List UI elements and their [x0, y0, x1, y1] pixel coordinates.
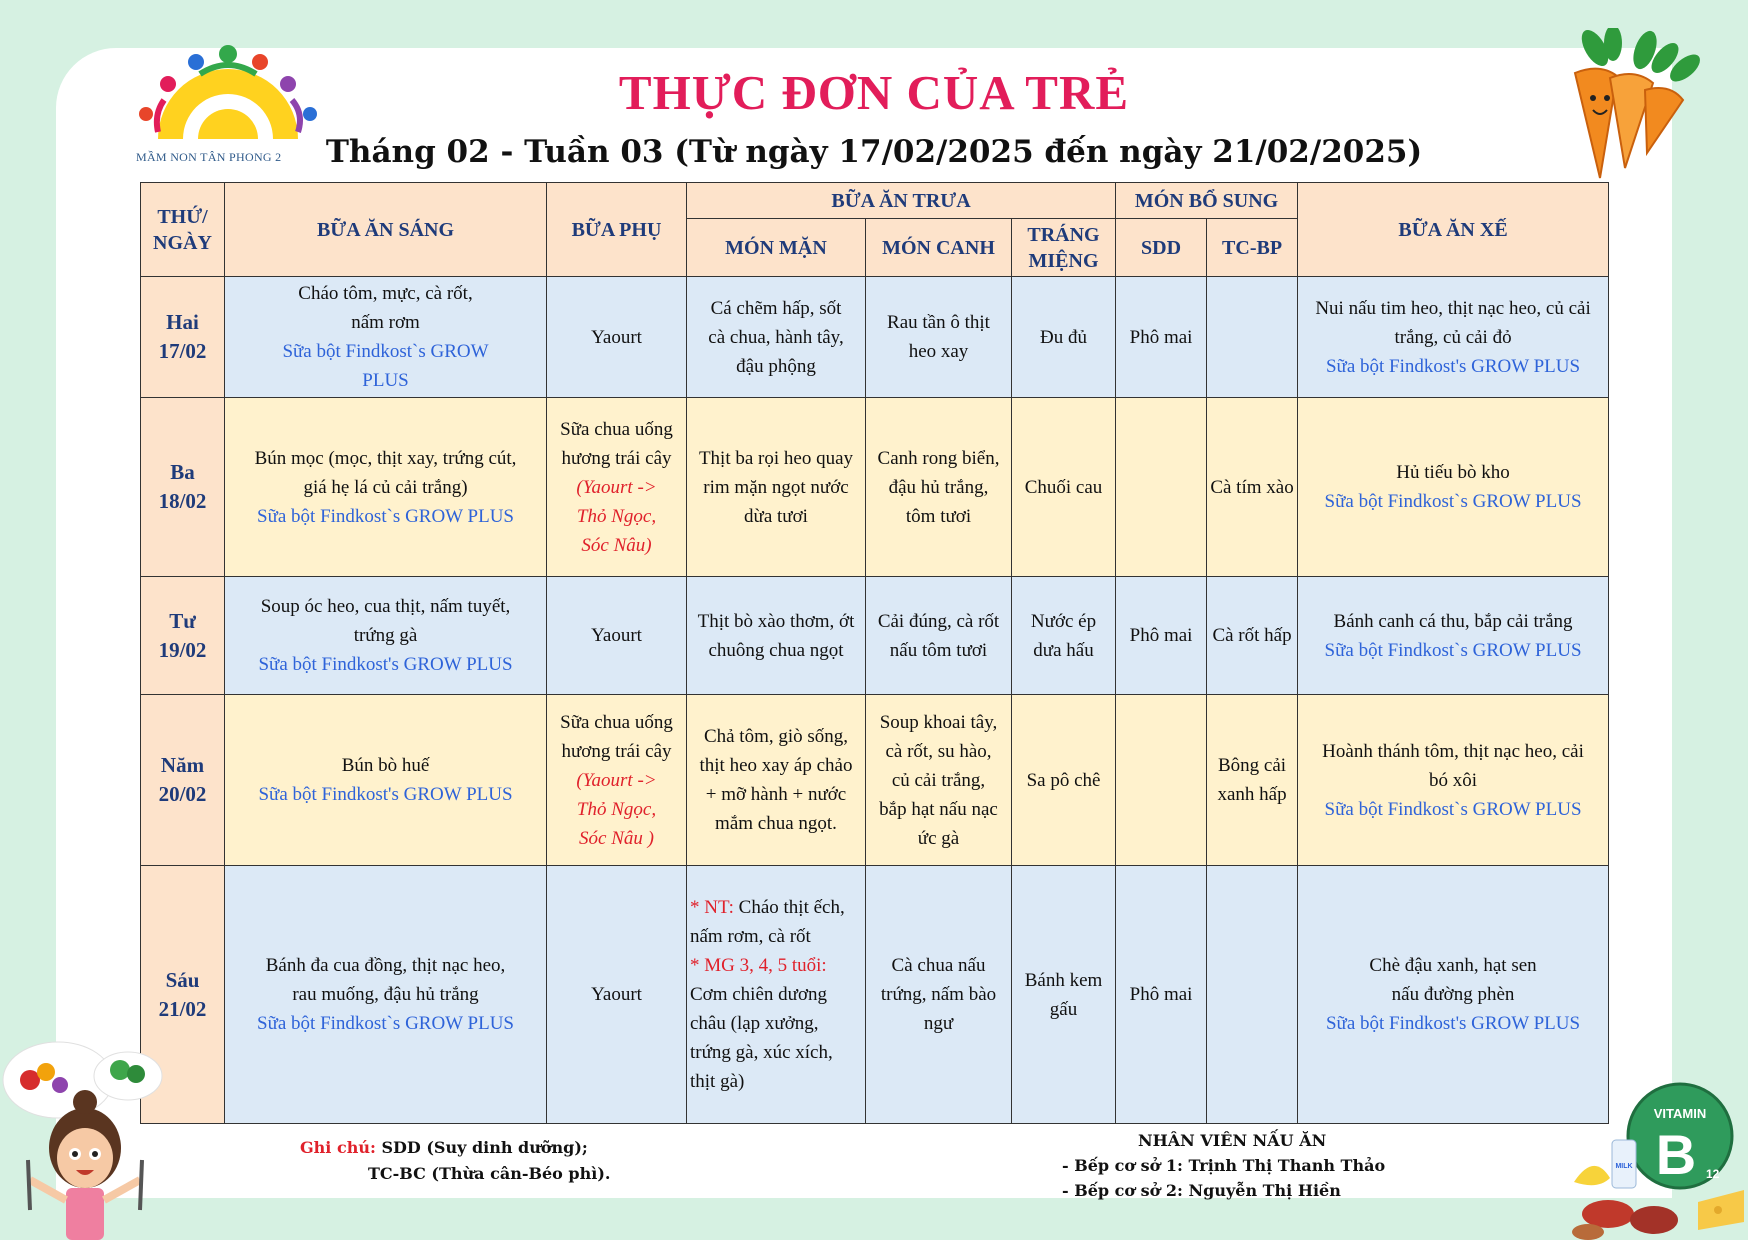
day-cell: Hai 17/02: [141, 277, 225, 398]
tcbp-cell: Cà rốt hấp: [1207, 577, 1298, 695]
soup-cell: Cà chua nấu trứng, nấm bào ngư: [866, 866, 1012, 1124]
table-row: [141, 277, 1609, 398]
note-label: Ghi chú:: [300, 1138, 376, 1157]
school-logo-text: MẦM NON TÂN PHONG 2: [136, 150, 282, 164]
milk-label: MILK: [1615, 1163, 1633, 1170]
soup-cell: Canh rong biển, đậu hủ trắng, tôm tươi: [866, 398, 1012, 577]
afternoon-cell: Nui nấu tim heo, thịt nạc heo, củ cải trắng, củ cải đỏ Sữa bột Findkost's GROW PLUS: [1298, 277, 1609, 398]
kitchen-staff: [1062, 1128, 1385, 1203]
soup-cell: Cải đúng, cà rốt nấu tôm tươi: [866, 577, 1012, 695]
afternoon-cell: Hoành thánh tôm, thịt nạc heo, cải bó xôi Sữa bột Findkost`s GROW PLUS: [1298, 695, 1609, 866]
breakfast-cell: Bún bò huế Sữa bột Findkost's GROW PLUS: [225, 695, 547, 866]
table-row: [141, 695, 1609, 866]
header-dessert: TRÁNG MIỆNG: [1012, 219, 1116, 277]
main-dish-cell: Chả tôm, giò sống, thịt heo xay áp chảo + mỡ hành + nước mắm chua ngọt.: [687, 695, 866, 866]
header-snack: BỮA PHỤ: [547, 183, 687, 277]
girl-illustration: [0, 1040, 170, 1240]
day-cell: Sáu 21/02: [141, 866, 225, 1124]
menu-table: [140, 182, 1609, 1124]
table-row: [141, 866, 1609, 1124]
staff-1: - Bếp cơ sở 1: Trịnh Thị Thanh Thảo: [1062, 1156, 1386, 1175]
header-breakfast: BỮA ĂN SÁNG: [225, 183, 547, 277]
note-line-2: TC-BC (Thừa cân-Béo phì).: [368, 1164, 611, 1183]
header-soup: MÓN CANH: [866, 219, 1012, 277]
sdd-cell: Phô mai: [1116, 277, 1207, 398]
vitamin-sub: 12: [1706, 1167, 1720, 1181]
breakfast-cell: Soup óc heo, cua thịt, nấm tuyết, trứng gà Sữa bột Findkost's GROW PLUS: [225, 577, 547, 695]
day-cell: Năm 20/02: [141, 695, 225, 866]
tcbp-cell: [1207, 866, 1298, 1124]
snack-cell: Sữa chua uống hương trái cây (Yaourt -> Thỏ Ngọc, Sóc Nâu): [547, 398, 687, 577]
snack-cell: Sữa chua uống hương trái cây (Yaourt -> Thỏ Ngọc, Sóc Nâu ): [547, 695, 687, 866]
sdd-cell: Phô mai: [1116, 866, 1207, 1124]
header-main-dish: MÓN MẶN: [687, 219, 866, 277]
breakfast-cell: Bánh đa cua đồng, thịt nạc heo, rau muống, đậu hủ trắng Sữa bột Findkost`s GROW PLUS: [225, 866, 547, 1124]
page-title: THỰC ĐƠN CỦA TRẺ: [618, 65, 1130, 120]
vitamin-label: VITAMIN: [1653, 1106, 1707, 1121]
snack-cell: Yaourt: [547, 577, 687, 695]
dessert-cell: Bánh kem gấu: [1012, 866, 1116, 1124]
soup-cell: Soup khoai tây, cà rốt, su hào, củ cải trắng, bắp hạt nấu nạc ức gà: [866, 695, 1012, 866]
afternoon-cell: Hủ tiếu bò kho Sữa bột Findkost`s GROW PLUS: [1298, 398, 1609, 577]
main-dish-cell: Thịt ba rọi heo quay rim mặn ngọt nước dừa tươi: [687, 398, 866, 577]
snack-cell: Yaourt: [547, 277, 687, 398]
snack-cell: Yaourt: [547, 866, 687, 1124]
breakfast-cell: Cháo tôm, mực, cà rốt, nấm rơm Sữa bột Findkost`s GROW PLUS: [225, 277, 547, 398]
staff-2: - Bếp cơ sở 2: Nguyễn Thị Hiền: [1062, 1181, 1341, 1200]
day-cell: Tư 19/02: [141, 577, 225, 695]
tcbp-cell: [1207, 277, 1298, 398]
main-dish-cell: Cá chẽm hấp, sốt cà chua, hành tây, đậu phộng: [687, 277, 866, 398]
staff-title: NHÂN VIÊN NẤU ĂN: [1138, 1131, 1327, 1150]
sdd-cell: Phô mai: [1116, 577, 1207, 695]
tcbp-cell: Cà tím xào: [1207, 398, 1298, 577]
tcbp-cell: Bông cải xanh hấp: [1207, 695, 1298, 866]
main-dish-cell: * NT: Cháo thịt ếch, nấm rơm, cà rốt * MG 3, 4, 5 tuổi: Cơm chiên dương châu (lạp xưởng, trứng gà, xúc xích, thịt gà): [687, 866, 866, 1124]
afternoon-cell: Bánh canh cá thu, bắp cải trắng Sữa bột Findkost`s GROW PLUS: [1298, 577, 1609, 695]
header-supplement: MÓN BỔ SUNG: [1116, 183, 1298, 219]
vitamin-b12-illustration: [1568, 1082, 1748, 1240]
day-cell: Ba 18/02: [141, 398, 225, 577]
header-sdd: SDD: [1116, 219, 1207, 277]
breakfast-cell: Bún mọc (mọc, thịt xay, trứng cút, giá hẹ lá củ cải trắng) Sữa bột Findkost`s GROW PLUS: [225, 398, 547, 577]
header-tcbp: TC-BP: [1207, 219, 1298, 277]
table-row: [141, 577, 1609, 695]
note-line-1: Ghi chú: SDD (Suy dinh dưỡng);: [300, 1138, 588, 1157]
header-afternoon: BỮA ĂN XẾ: [1298, 183, 1609, 277]
main-dish-cell: Thịt bò xào thơm, ớt chuông chua ngọt: [687, 577, 866, 695]
dessert-cell: Sa pô chê: [1012, 695, 1116, 866]
soup-cell: Rau tần ô thịt heo xay: [866, 277, 1012, 398]
dessert-cell: Chuối cau: [1012, 398, 1116, 577]
afternoon-cell: Chè đậu xanh, hạt sen nấu đường phèn Sữa bột Findkost's GROW PLUS: [1298, 866, 1609, 1124]
dessert-cell: Nước ép dưa hấu: [1012, 577, 1116, 695]
carrots-illustration: [1555, 28, 1715, 188]
sdd-cell: [1116, 695, 1207, 866]
dessert-cell: Đu đủ: [1012, 277, 1116, 398]
sdd-cell: [1116, 398, 1207, 577]
vitamin-letter: B: [1655, 1123, 1697, 1186]
page-subtitle: Tháng 02 - Tuần 03 (Từ ngày 17/02/2025 đến ngày 21/02/2025): [325, 134, 1423, 170]
header-lunch: BỮA ĂN TRƯA: [687, 183, 1116, 219]
table-row: [141, 398, 1609, 577]
header-day: THỨ/ NGÀY: [141, 183, 225, 277]
